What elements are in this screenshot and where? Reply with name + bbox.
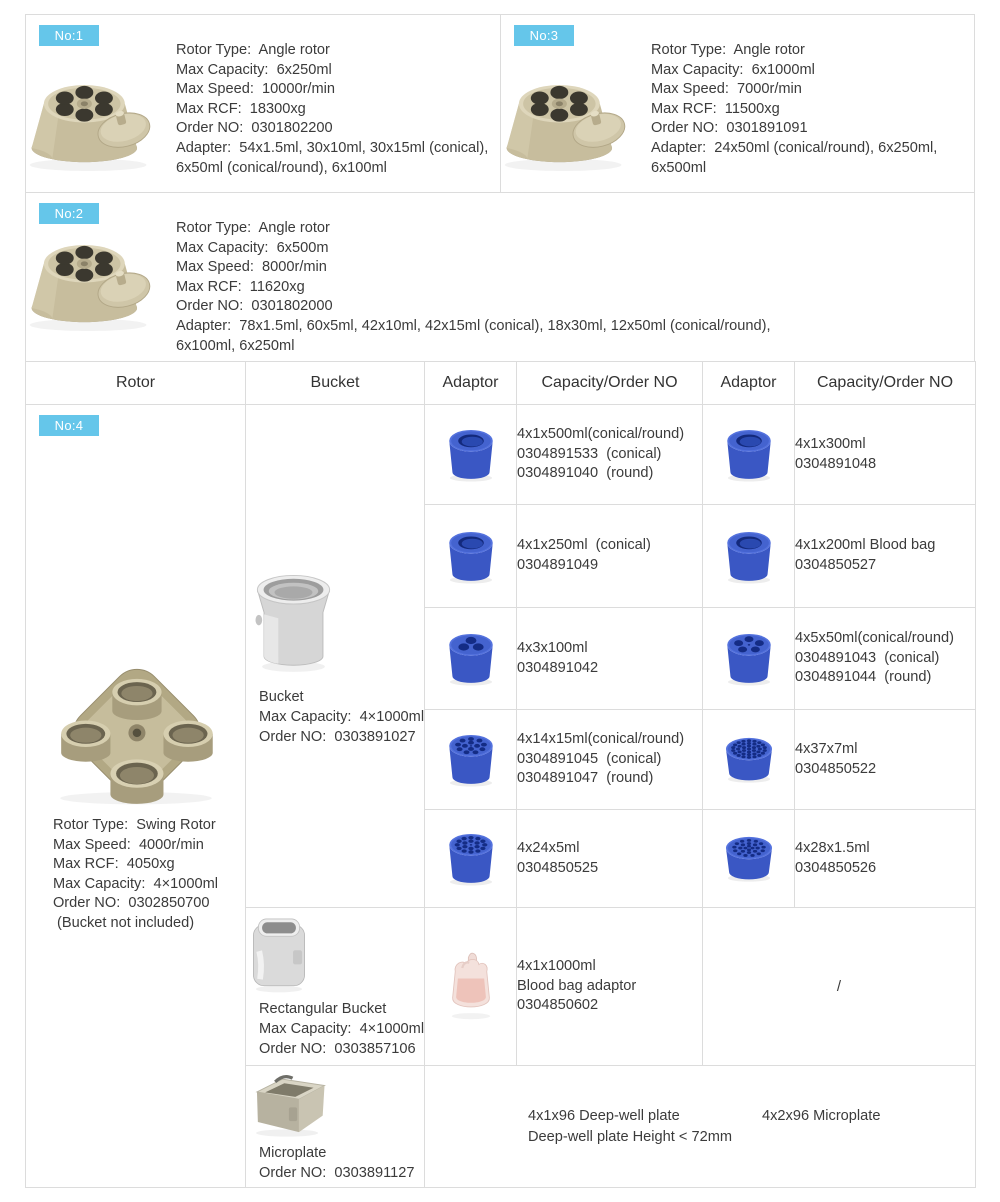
cell-line: 4x1x500ml(conical/round) <box>517 426 685 443</box>
spec-line: Max Capacity: 6x500m <box>176 239 329 256</box>
spec-line: Rotor Type: Swing Rotor <box>52 817 216 834</box>
spec-line: Max Capacity: 4×1000ml <box>259 1020 425 1037</box>
spec-line: Order NO: 0303891027 <box>259 729 416 746</box>
spec-line: Adapter: 24x50ml (conical/round), 6x250ml, <box>651 139 938 156</box>
empty-cell: / <box>703 908 976 1066</box>
cell-line: 0304891533 (conical) <box>517 445 662 462</box>
adaptor-image <box>439 625 503 686</box>
capacity-cell <box>517 505 703 608</box>
capacity-cell <box>517 608 703 710</box>
spec-line: 6x500ml <box>651 159 707 176</box>
adaptor-cell <box>425 710 517 810</box>
cell-line: 4x3x100ml <box>517 639 588 656</box>
cell-line: 4x1x300ml <box>795 435 866 452</box>
capacity-cell <box>795 710 976 810</box>
spec-line: Max RCF: 11620xg <box>176 278 305 295</box>
adaptor-image <box>717 421 781 482</box>
capacity-cell <box>795 405 976 505</box>
adaptor-image <box>439 726 503 787</box>
cell-line: 0304850522 <box>795 760 877 777</box>
capacity-cell <box>795 608 976 710</box>
adaptor-cell <box>703 505 795 608</box>
adaptor-image <box>717 625 781 686</box>
table-row <box>26 405 976 505</box>
panel-no1 <box>26 15 501 192</box>
spec-line: Max Speed: 8000r/min <box>176 259 327 276</box>
rotor-panels <box>25 14 975 361</box>
cell-line: 4x1x96 Deep-well plate <box>528 1107 680 1124</box>
cell-line: 0304891048 <box>795 455 877 472</box>
cell-line: 0304850526 <box>795 859 877 876</box>
adaptor-image <box>717 825 781 886</box>
cell-line: 4x24x5ml <box>517 839 580 856</box>
spec-line: Max Speed: 7000r/min <box>651 81 802 98</box>
spec-line: Max Speed: 10000r/min <box>176 81 335 98</box>
adaptor-cell <box>425 505 517 608</box>
spec-line: Max Capacity: 4×1000ml <box>259 709 425 726</box>
rectangular-bucket-image <box>246 914 312 993</box>
spec-line: (Bucket not included) <box>52 915 195 932</box>
adaptor-image <box>717 726 781 787</box>
column-header-capacity-2: Capacity/Order NO <box>795 362 976 405</box>
adaptor-cell <box>703 710 795 810</box>
spec-line: Adapter: 78x1.5ml, 60x5ml, 42x10ml, 42x15ml (conical), 18x30ml, 12x50ml (conical/round), <box>176 317 771 334</box>
adaptor-image <box>439 421 503 482</box>
panel-row-top <box>26 15 974 193</box>
panel-specs <box>651 41 937 178</box>
panel-no3 <box>501 15 974 192</box>
bucket-specs <box>246 999 424 1059</box>
spec-line: Order NO: 0301802000 <box>176 298 333 315</box>
bucket-image <box>246 565 341 673</box>
cell-line: 0304891040 (round) <box>517 465 654 482</box>
angle-rotor-image <box>501 41 651 178</box>
spec-line: 6x100ml, 6x250ml <box>176 337 295 354</box>
cell-line: 0304891049 <box>517 557 599 573</box>
spec-line: Max Speed: 4000r/min <box>52 836 204 853</box>
spec-line: Max RCF: 18300xg <box>176 100 306 117</box>
rotor-spec-sheet <box>25 14 975 1188</box>
panel-badge: No:1 <box>39 25 99 46</box>
adaptor-cell <box>425 810 517 908</box>
angle-rotor-image <box>26 41 176 178</box>
spec-line: Order NO: 0303891127 <box>259 1164 415 1181</box>
spec-line: Max RCF: 11500xg <box>651 100 780 117</box>
spec-line: Rotor Type: Angle rotor <box>176 42 330 58</box>
spec-line: 6x50ml (conical/round), 6x100ml <box>176 159 387 176</box>
microplate-image <box>246 1070 330 1138</box>
rotor-specs <box>53 816 218 934</box>
cell-line: Deep-well plate Height < 72mm <box>528 1128 733 1145</box>
swing-rotor-image <box>46 658 226 808</box>
spec-line: Max Capacity: 6x1000ml <box>651 61 815 78</box>
cell-line: 4x37x7ml <box>795 740 858 757</box>
adaptor-cell <box>703 810 795 908</box>
adaptor-cell <box>703 608 795 710</box>
panel-specs <box>176 219 771 356</box>
adaptor-table <box>25 361 976 1188</box>
column-header-bucket: Bucket <box>246 362 425 405</box>
spec-line: Max RCF: 4050xg <box>52 856 175 873</box>
capacity-cell <box>517 908 703 1066</box>
spec-line: Rectangular Bucket <box>259 1000 387 1017</box>
column-header-capacity-1: Capacity/Order NO <box>517 362 703 405</box>
panel-body <box>26 193 974 356</box>
bucket-specs <box>246 687 424 747</box>
cell-line: 0304891043 (conical) <box>795 649 940 666</box>
bucket-specs <box>246 1143 424 1183</box>
panel-specs <box>176 41 488 178</box>
cell-line: Blood bag adaptor <box>517 977 637 994</box>
cell-line: 0304891045 (conical) <box>517 750 662 767</box>
table-header-row <box>26 362 976 405</box>
adaptor-cell <box>425 908 517 1066</box>
blood-bag-adaptor-image <box>443 947 499 1021</box>
microplate-capacity <box>425 1106 975 1148</box>
adaptor-image <box>439 825 503 886</box>
microplate-capacity-cell <box>425 1066 976 1188</box>
capacity-cell <box>795 505 976 608</box>
spec-line: Rotor Type: Angle rotor <box>651 42 805 58</box>
panel-badge: No:3 <box>514 25 574 46</box>
bucket-cell <box>246 908 425 1066</box>
spec-line: Rotor Type: Angle rotor <box>176 220 330 236</box>
column-header-adaptor-1: Adaptor <box>425 362 517 405</box>
adaptor-cell <box>425 405 517 505</box>
column-header-adaptor-2: Adaptor <box>703 362 795 405</box>
adaptor-image <box>439 523 503 584</box>
cell-line: 0304891042 <box>517 659 599 676</box>
cell-line: 0304891047 (round) <box>517 770 654 787</box>
capacity-cell <box>517 405 703 505</box>
spec-line: Adapter: 54x1.5ml, 30x10ml, 30x15ml (conical), <box>176 139 489 156</box>
spec-line: Bucket <box>259 689 304 706</box>
capacity-cell <box>517 710 703 810</box>
panel-badge: No:2 <box>39 203 99 224</box>
cell-line: 4x5x50ml(conical/round) <box>795 630 954 647</box>
bucket-cell <box>246 1066 425 1188</box>
capacity-cell <box>795 810 976 908</box>
cell-line: 4x28x1.5ml <box>795 839 870 856</box>
adaptor-cell <box>703 405 795 505</box>
cell-line: 0304891044 (round) <box>795 669 932 686</box>
panel-no2 <box>26 193 974 361</box>
adaptor-cell <box>425 608 517 710</box>
cell-line: 0304850527 <box>795 557 877 573</box>
spec-line: Microplate <box>259 1144 327 1161</box>
bucket-cell <box>246 405 425 908</box>
angle-rotor-image <box>26 219 176 356</box>
cell-line: 4x1x250ml (conical) <box>517 537 651 554</box>
cell-line: 0304850525 <box>517 859 599 876</box>
cell-line: 4x1x1000ml <box>517 958 596 975</box>
adaptor-image <box>717 523 781 584</box>
capacity-cell <box>517 810 703 908</box>
column-header-rotor: Rotor <box>26 362 246 405</box>
cell-line: 0304850602 <box>517 997 599 1014</box>
spec-line: Max Capacity: 4×1000ml <box>52 875 219 892</box>
spec-line: Order NO: 0301891091 <box>651 120 808 137</box>
deep-well-plate-specs <box>528 1106 732 1148</box>
spec-line: Order NO: 0303857106 <box>259 1040 416 1057</box>
cell-line: 4x14x15ml(conical/round) <box>517 731 685 748</box>
spec-line: Order NO: 0302850700 <box>52 895 210 912</box>
spec-line: Max Capacity: 6x250ml <box>176 61 332 78</box>
panel-badge: No:4 <box>39 415 99 436</box>
microplate-spec: 4x2x96 Microplate <box>762 1107 881 1124</box>
cell-line: 4x1x200ml Blood bag <box>795 537 936 554</box>
spec-line: Order NO: 0301802200 <box>176 120 333 137</box>
rotor-cell <box>26 405 246 1188</box>
